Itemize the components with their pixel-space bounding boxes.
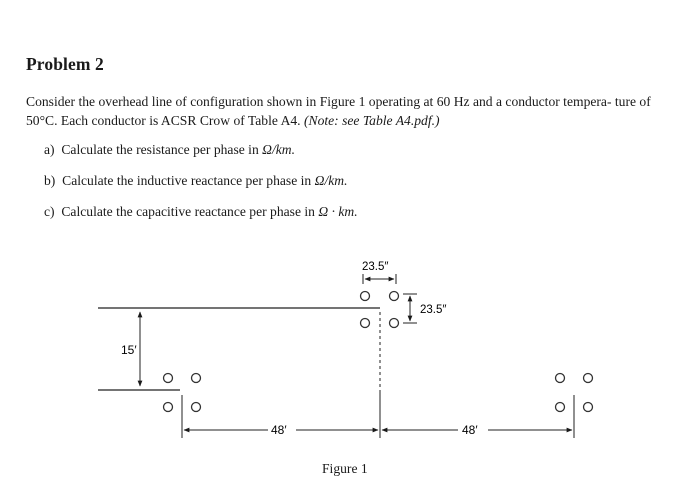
part-c-unit: Ω · km. <box>318 204 358 219</box>
part-c-label: c) <box>44 204 55 219</box>
conductor <box>556 403 565 412</box>
right-spacing-label: 48′ <box>462 423 478 437</box>
conductor <box>584 374 593 383</box>
conductor <box>390 292 399 301</box>
conductor <box>361 292 370 301</box>
conductor <box>584 403 593 412</box>
problem-title: Problem 2 <box>26 54 104 74</box>
problem-statement-text: Consider the overhead line of configuration shown in Figure 1 operating at 60 Hz and a conductor tempera- ture of 50°C. Each conductor is ACSR Crow of Table A4. <box>26 94 651 128</box>
conductor <box>192 374 201 383</box>
conductor <box>192 403 201 412</box>
conductor <box>556 374 565 383</box>
height-dimension-label: 15′ <box>121 343 137 357</box>
bundle-horizontal-dimension-label: 23.5″ <box>362 261 389 273</box>
left-spacing-label: 48′ <box>271 423 287 437</box>
conductor <box>361 319 370 328</box>
part-b-text: Calculate the inductive reactance per phase in <box>62 173 312 188</box>
part-a-unit: Ω/km. <box>262 142 296 157</box>
conductor <box>164 374 173 383</box>
part-b-label: b) <box>44 173 56 188</box>
part-b-unit: Ω/km. <box>314 173 348 188</box>
conductor <box>390 319 399 328</box>
conductor <box>164 403 173 412</box>
figure-caption: Figure 1 <box>322 461 368 476</box>
part-a-label: a) <box>44 142 55 157</box>
center-phase-bundle <box>361 292 399 328</box>
problem-note: (Note: see Table A4.pdf.) <box>303 113 440 128</box>
part-a-text: Calculate the resistance per phase in <box>61 142 259 157</box>
bundle-vertical-dimension-label: 23.5″ <box>420 304 447 316</box>
part-c-text: Calculate the capacitive reactance per phase in <box>61 204 315 219</box>
